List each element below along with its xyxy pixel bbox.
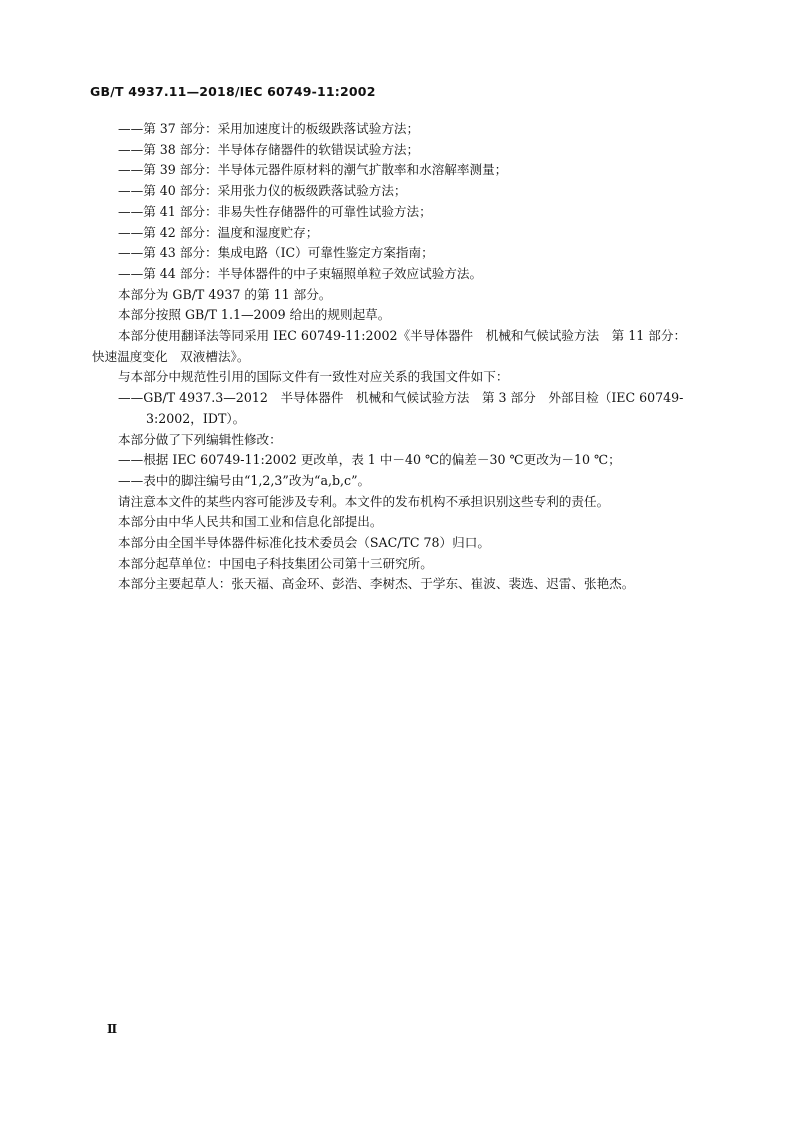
modification-list-item: ——表中的脚注编号由“1,2,3”改为“a,b,c”。 (118, 472, 371, 488)
patent-notice: 请注意本文件的某些内容可能涉及专利。本文件的发布机构不承担识别这些专利的责任。 (118, 493, 610, 509)
paragraph: 本部分起草单位：中国电子科技集团公司第十三研究所。 (118, 555, 433, 571)
part-list-item: ——第 38 部分：半导体存储器件的软错误试验方法； (118, 141, 420, 157)
reference-list-item: ——GB/T 4937.3—2012 半导体器件 机械和气候试验方法 第 3 部分 外部目检（IEC 60749- (118, 390, 684, 406)
part-list-item: ——第 41 部分：非易失性存储器件的可靠性试验方法； (118, 203, 432, 219)
paragraph: 本部分使用翻译法等同采用 IEC 60749-11:2002《半导体器件 机械和气候试验方法 第 11 部分： (118, 328, 687, 344)
paragraph: 本部分主要起草人：张天福、高金环、彭浩、李树杰、于学东、崔波、裴选、迟雷、张艳杰。 (118, 576, 635, 592)
part-list-item: ——第 40 部分：采用张力仪的板级跌落试验方法； (118, 183, 407, 199)
paragraph: 本部分按照 GB/T 1.1—2009 给出的规则起草。 (118, 307, 391, 323)
foreword-body (92, 119, 710, 595)
part-list-item: ——第 44 部分：半导体器件的中子束辐照单粒子效应试验方法。 (118, 265, 483, 281)
paragraph: 本部分做了下列编辑性修改： (118, 431, 282, 447)
paragraph-continuation: 快速温度变化 双液槽法》。 (92, 348, 250, 364)
part-list-item: ——第 39 部分：半导体元器件原材料的潮气扩散率和水溶解率测量； (118, 162, 508, 178)
modification-list-item: ——根据 IEC 60749-11:2002 更改单，表 1 中－40 ℃的偏差－30 ℃更改为－10 ℃； (118, 452, 621, 468)
part-list-item: ——第 43 部分：集成电路（IC）可靠性鉴定方案指南； (118, 245, 434, 261)
paragraph: 本部分由全国半导体器件标准化技术委员会（SAC/TC 78）归口。 (118, 535, 490, 551)
page-number: Ⅱ (107, 1022, 118, 1036)
part-list-item: ——第 42 部分：温度和湿度贮存； (118, 224, 319, 240)
paragraph: 本部分为 GB/T 4937 的第 11 部分。 (118, 286, 332, 302)
reference-list-item-continuation: 3:2002，IDT）。 (146, 410, 246, 426)
standard-number-header: GB/T 4937.11—2018/IEC 60749-11:2002 (90, 84, 376, 99)
paragraph: 本部分由中华人民共和国工业和信息化部提出。 (118, 514, 383, 530)
paragraph: 与本部分中规范性引用的国际文件有一致性对应关系的我国文件如下： (118, 369, 509, 385)
part-list-item: ——第 37 部分：采用加速度计的板级跌落试验方法； (118, 121, 420, 136)
